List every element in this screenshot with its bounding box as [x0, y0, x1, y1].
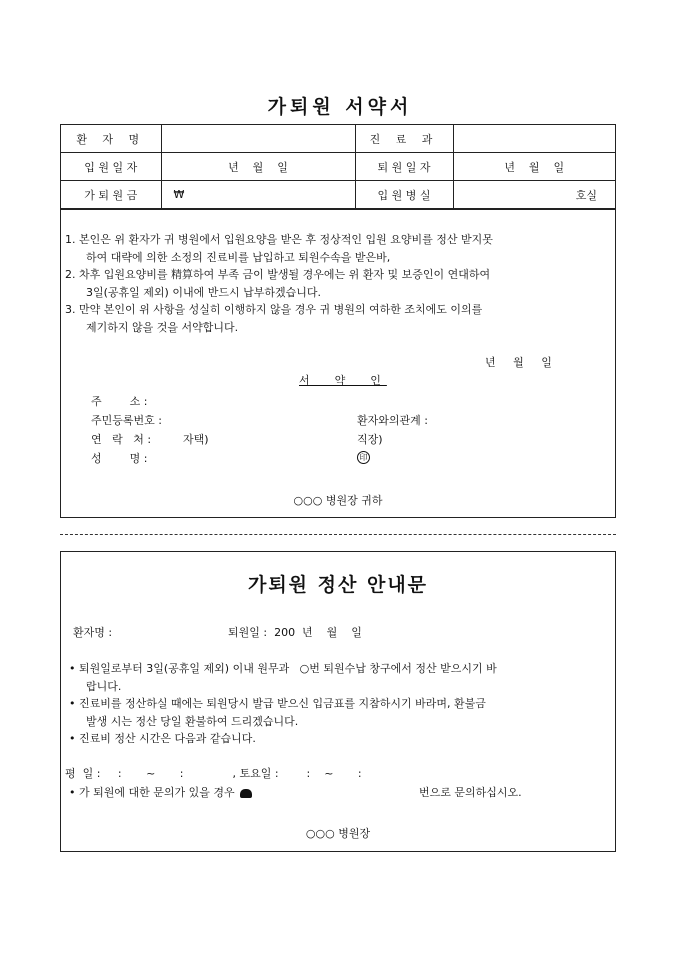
notice-bullets [69, 660, 607, 748]
clause-line: 제기하지 않을 것을 서약합니다. [86, 320, 239, 334]
won-currency-icon: ₩ [173, 188, 185, 201]
inquiry-line [69, 784, 254, 800]
clause-line: 3. 만약 본인이 위 사항을 성실히 이행하지 않을 경우 귀 병원의 여하한 조치에도 이의를 [65, 303, 483, 316]
resident-number-label: 주민등록번호 : [91, 414, 162, 427]
patient-name-label: 환 자 명 [61, 125, 161, 153]
patient-name-field[interactable] [161, 125, 355, 153]
inquiry-prefix: • 가 퇴원에 대한 문의가 있을 경우 [69, 786, 235, 799]
home-phone-label: 자택) [183, 433, 209, 446]
relation-label: 환자와의관계 : [357, 414, 428, 427]
room-label: 입 원 병 실 [355, 181, 453, 209]
bullet-line: • 진료비 정산 시간은 다음과 같습니다. [69, 732, 256, 745]
signer-name-label: 성 명 : [91, 452, 148, 465]
divider [61, 209, 615, 210]
clause-line: 3일(공휴일 제외) 이내에 반드시 납부하겠습니다. [86, 285, 321, 299]
department-label: 진 료 과 [355, 125, 453, 153]
bullet-line: • 진료비를 정산하실 때에는 퇴원당시 발급 받으신 입금표를 지참하시기 바라며, 환불금 [69, 697, 486, 710]
patient-info-table [61, 125, 615, 209]
notice-title: 가퇴원 정산 안내문 [247, 574, 429, 596]
room-field[interactable] [453, 181, 615, 209]
seal-icon: 印 [357, 450, 370, 464]
notice-discharge-date: 퇴원일 : 200 년 월 일 [228, 626, 362, 639]
bullet-line: • 퇴원일로부터 3일(공휴일 제외) 이내 원무과 ○번 퇴원수납 창구에서 정산 받으시기 바 [69, 662, 497, 675]
pledge-clauses [65, 231, 611, 336]
settlement-notice [60, 551, 616, 852]
notice-signature: ○○○ 병원장 [305, 827, 371, 840]
signer-heading: 서 약 인 [299, 374, 387, 387]
work-phone-label: 직장) [357, 433, 383, 446]
pledge-date: 년 월 일 [485, 356, 552, 369]
provisional-amount-label: 가 퇴 원 금 [61, 181, 161, 209]
pledge-form [60, 124, 616, 518]
telephone-icon [240, 789, 252, 798]
discharge-date-field[interactable]: 년 월 일 [453, 153, 615, 181]
clause-line: 2. 차후 입원요양비를 精算하여 부족 금이 발생될 경우에는 위 환자 및 보증인이 연대하여 [65, 268, 491, 281]
cut-line [60, 534, 616, 535]
admission-date-field[interactable]: 년 월 일 [161, 153, 355, 181]
clause-line: 1. 본인은 위 환자가 귀 병원에서 입원요양을 받은 후 정상적인 입원 요양비를 정산 받지못 [65, 233, 493, 246]
discharge-date-label: 퇴 원 일 자 [355, 153, 453, 181]
notice-patient-label: 환자명 : [73, 626, 113, 639]
bullet-line: 발생 시는 정산 당일 환불하여 드리겠습니다. [86, 714, 299, 728]
pledge-addressee: ○○○ 병원장 귀하 [293, 494, 383, 507]
provisional-amount-field[interactable] [161, 181, 355, 209]
inquiry-suffix: 번으로 문의하십시오. [419, 786, 522, 799]
clause-line: 하여 대략에 의한 소정의 진료비를 납입하고 퇴원수속을 받은바, [86, 250, 391, 264]
admission-date-label: 입 원 일 자 [61, 153, 161, 181]
contact-label: 연 락 처 : [91, 433, 152, 446]
bullet-line: 랍니다. [86, 679, 122, 693]
pledge-title: 가퇴원 서약서 [267, 96, 413, 118]
business-hours: 평 일 : : ~ : , 토요일 : : ~ : [65, 767, 362, 780]
address-label: 주 소 : [91, 395, 148, 408]
department-field[interactable] [453, 125, 615, 153]
room-suffix: 호실 [575, 188, 597, 202]
